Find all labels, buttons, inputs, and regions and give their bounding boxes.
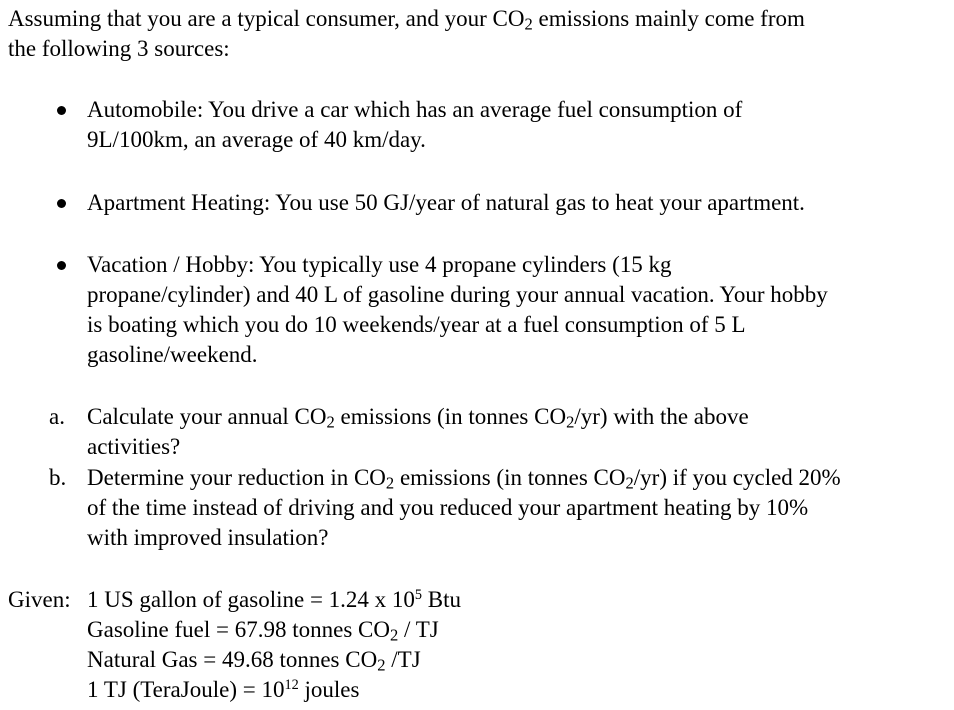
given-gasoline-emission-factor xyxy=(87,615,439,645)
source-vacation-line-1: Vacation / Hobby: You typically use 4 propane cylinders (15 kg xyxy=(87,252,672,277)
question-b-line-2: of the time instead of driving and you reduced your apartment heating by 10% xyxy=(87,495,809,520)
given-text: Natural Gas = 49.68 tonnes CO xyxy=(87,647,378,672)
question-a-marker: a. xyxy=(49,404,65,429)
subscript-2: 2 xyxy=(326,412,335,432)
question-b-marker: b. xyxy=(49,465,67,490)
bullet-icon xyxy=(57,106,66,115)
intro-text: Assuming that you are a typical consumer, and your CO xyxy=(8,6,525,31)
given-text: Btu xyxy=(422,587,462,612)
source-automobile-line-1: Automobile: You drive a car which has an average fuel consumption of xyxy=(87,97,743,122)
given-terajoule-definition xyxy=(87,675,359,705)
given-text: / TJ xyxy=(398,617,439,642)
question-a-text: emissions (in tonnes CO xyxy=(334,404,567,429)
source-automobile-line-2: 9L/100km, an average of 40 km/day. xyxy=(87,127,426,152)
source-vacation-line-2: propane/cylinder) and 40 L of gasoline during your annual vacation. Your hobby xyxy=(87,282,828,307)
given-natural-gas-emission-factor xyxy=(87,645,421,675)
given-text: /TJ xyxy=(385,647,421,672)
question-b-text: emissions (in tonnes CO xyxy=(394,465,626,490)
intro-line-2: the following 3 sources: xyxy=(8,36,230,61)
question-b-text: Determine your reduction in CO xyxy=(87,465,386,490)
superscript-exponent: 5 xyxy=(414,587,423,604)
given-text: joules xyxy=(298,677,360,702)
subscript-2: 2 xyxy=(385,473,395,493)
intro-text-cont: emissions mainly come from xyxy=(532,6,805,31)
question-a-text: /yr) with the above xyxy=(574,404,749,429)
given-gasoline-btu xyxy=(87,585,461,615)
subscript-2: 2 xyxy=(524,14,533,34)
question-a-line-1 xyxy=(87,402,749,432)
bullet-icon xyxy=(57,199,66,208)
given-text: 1 TJ (TeraJoule) = 10 xyxy=(87,677,285,702)
subscript-2: 2 xyxy=(377,655,386,675)
question-a-line-2: activities? xyxy=(87,434,181,459)
superscript-exponent: 12 xyxy=(284,677,299,694)
bullet-icon xyxy=(57,261,66,270)
question-a-text: Calculate your annual CO xyxy=(87,404,327,429)
subscript-2: 2 xyxy=(625,473,634,493)
subscript-2: 2 xyxy=(566,412,575,432)
intro-line-1 xyxy=(8,4,805,34)
source-vacation-line-4: gasoline/weekend. xyxy=(87,342,258,367)
given-label: Given: xyxy=(8,587,71,612)
source-vacation-line-3: is boating which you do 10 weekends/year at a fuel consumption of 5 L xyxy=(87,312,746,337)
question-b-text: /yr) if you cycled 20% xyxy=(633,465,841,490)
given-text: 1 US gallon of gasoline = 1.24 x 10 xyxy=(87,587,415,612)
given-text: Gasoline fuel = 67.98 tonnes CO xyxy=(87,617,390,642)
question-b-line-3: with improved insulation? xyxy=(87,525,329,550)
source-heating-line-1: Apartment Heating: You use 50 GJ/year of natural gas to heat your apartment. xyxy=(87,190,805,215)
question-b-line-1 xyxy=(87,463,841,493)
subscript-2: 2 xyxy=(390,625,399,645)
